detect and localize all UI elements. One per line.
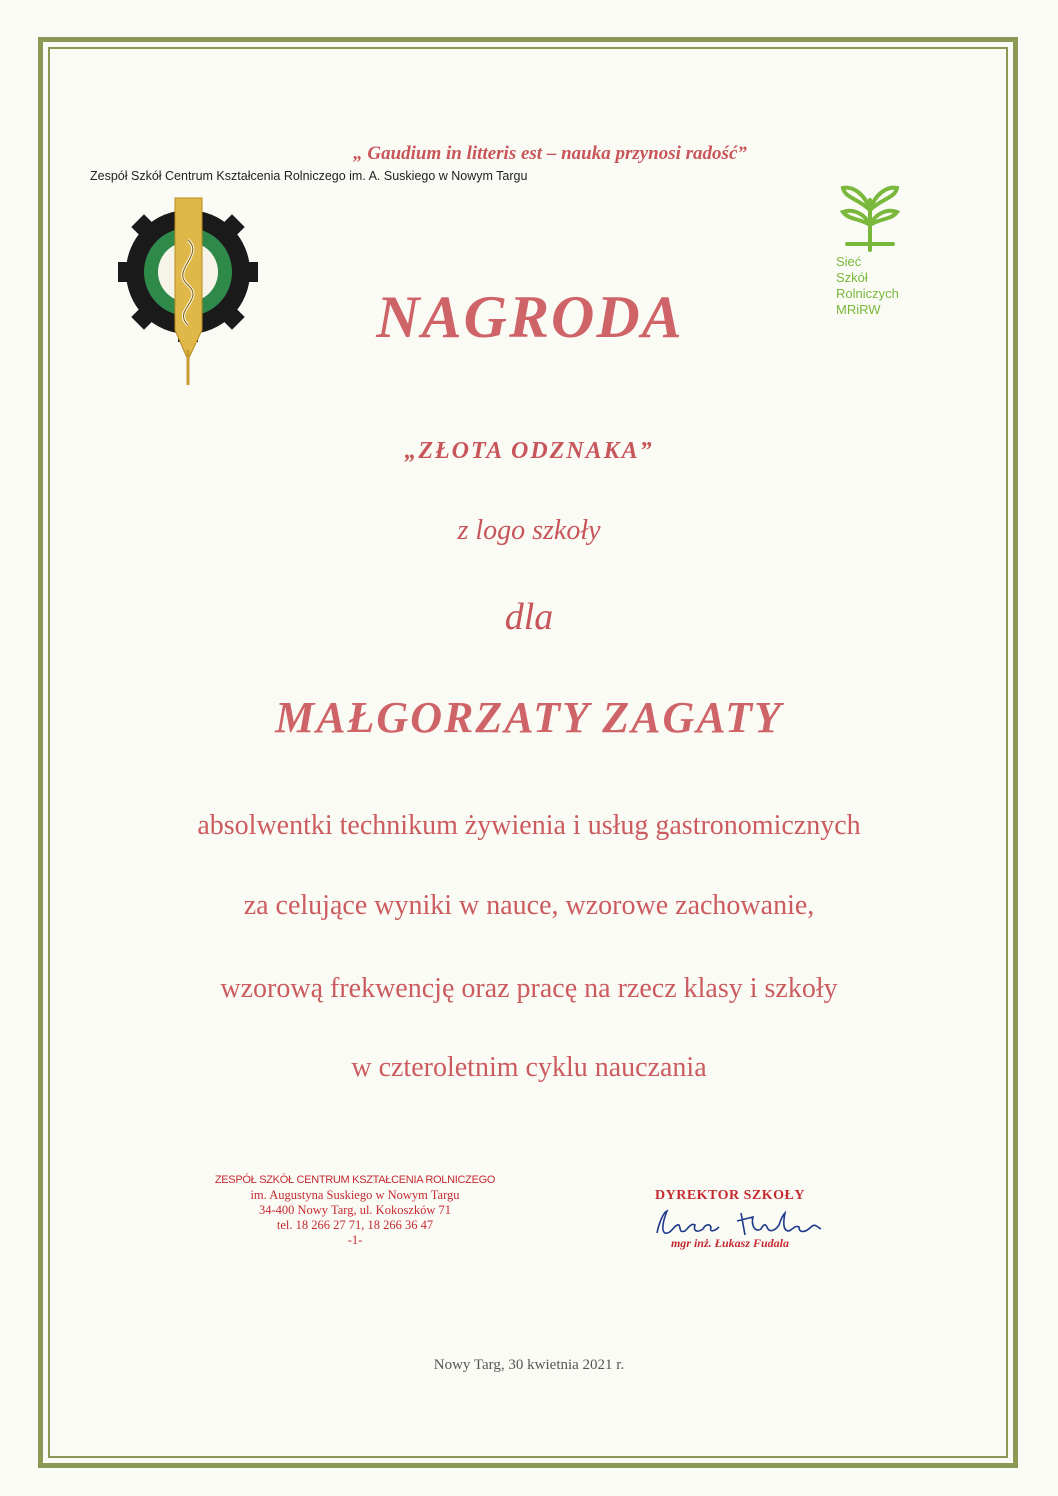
stamp-line-4: tel. 18 266 27 71, 18 266 36 47: [276, 1218, 434, 1232]
recipient-name: MAŁGORZATY ZAGATY: [275, 693, 783, 742]
director-role: DYREKTOR SZKOŁY: [655, 1188, 805, 1203]
body-line-3: wzorową frekwencję oraz pracę na rzecz klasy i szkoły: [220, 973, 838, 1004]
partner-logo: [830, 180, 940, 330]
motto: „ Gaudium in litteris est – nauka przynosi radość”: [353, 143, 747, 164]
plant-icon: [835, 180, 905, 252]
stamp-line-2: im. Augustyna Suskiego w Nowym Targu: [250, 1188, 460, 1202]
partner-line-2: Szkół: [836, 270, 868, 285]
stamp-line-1: ZESPÓŁ SZKÓŁ CENTRUM KSZTAŁCENIA ROLNICZEGO: [214, 1174, 496, 1186]
certificate-title: NAGRODA: [376, 284, 684, 350]
stamp-line-3: 34-400 Nowy Targ, ul. Kokoszków 71: [258, 1203, 452, 1217]
partner-line-4: MRiRW: [836, 302, 881, 317]
school-stamp: [195, 1173, 515, 1248]
partner-logo-text: [836, 254, 899, 318]
body-line-1: absolwentki technikum żywienia i usług gastronomicznych: [197, 810, 861, 841]
body-line-4: w czteroletnim cyklu nauczania: [351, 1052, 707, 1083]
director-name: mgr inż. Łukasz Fudala: [670, 1236, 790, 1250]
award-subtitle: z logo szkoły: [457, 515, 601, 546]
partner-line-3: Rolniczych: [836, 286, 899, 301]
for-label: dla: [504, 596, 554, 638]
award-name: „ZŁOTA ODZNAKA”: [404, 438, 654, 464]
stamp-line-5: -1-: [347, 1233, 363, 1247]
body-line-2: za celujące wyniki w nauce, wzorowe zachowanie,: [243, 890, 815, 921]
partner-line-1: Sieć: [836, 254, 862, 269]
signature-icon: [645, 1205, 845, 1241]
issue-date: Nowy Targ, 30 kwietnia 2021 r.: [433, 1357, 625, 1373]
school-logo-text: Zespół Szkół Centrum Kształcenia Rolniczego im. A. Suskiego w Nowym Targu: [90, 169, 528, 183]
